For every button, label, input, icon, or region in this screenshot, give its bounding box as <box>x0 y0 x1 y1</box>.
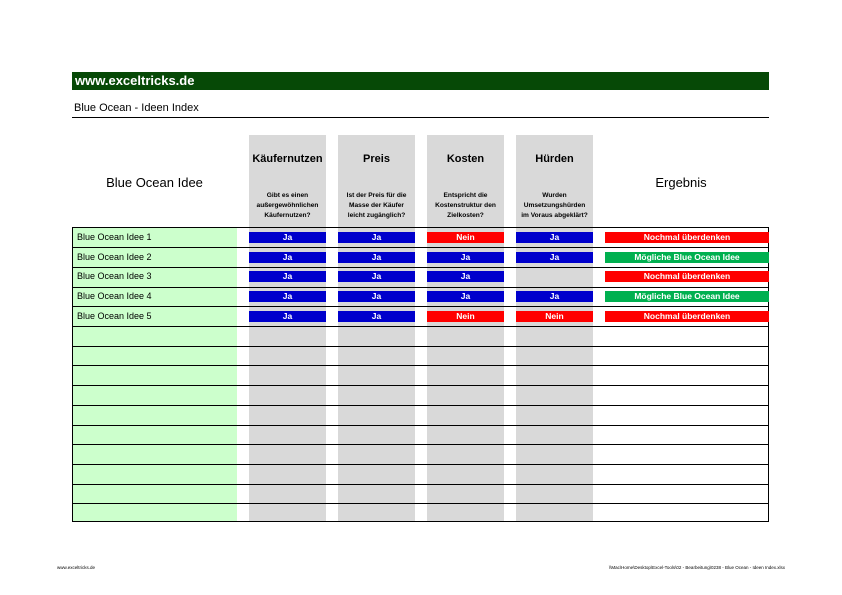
table-row-divider <box>72 365 769 366</box>
answer-cell[interactable]: Ja <box>338 311 415 322</box>
answer-cell[interactable]: Nein <box>427 232 504 243</box>
answer-cell[interactable]: Ja <box>249 311 326 322</box>
criteria-question-line: Ist der Preis für die <box>346 192 407 199</box>
criteria-question-line: Gibt es einen <box>266 192 309 199</box>
footer-file-path: \\Mac\Home\Desktop\Excel-Tools\02 - Bearbeitung\0238 - Blue Ocean - Ideen Index.xlsx <box>608 565 785 570</box>
idea-name[interactable]: Blue Ocean Idee 3 <box>77 271 152 282</box>
criteria-title: Preis <box>363 153 390 165</box>
table-row-divider <box>72 484 769 485</box>
result-badge: Mögliche Blue Ocean Idee <box>605 252 769 263</box>
result-badge: Mögliche Blue Ocean Idee <box>605 291 769 302</box>
answer-cell[interactable]: Ja <box>338 291 415 302</box>
table-row-divider <box>72 425 769 426</box>
table-row-divider <box>72 503 769 504</box>
criteria-question-line: Zielkosten? <box>447 212 484 219</box>
table-row-divider <box>72 444 769 445</box>
criteria-question-line: Kostenstruktur den <box>435 202 496 209</box>
idea-column-header: Blue Ocean Idee <box>106 175 203 190</box>
footer-left: www.exceltricks.de <box>57 565 96 570</box>
result-badge: Nochmal überdenken <box>605 311 769 322</box>
table-row-divider <box>72 346 769 347</box>
page-title: Blue Ocean - Ideen Index <box>74 102 199 114</box>
table-row-divider <box>72 405 769 406</box>
table-row-divider <box>72 306 769 307</box>
criteria-title: Kosten <box>446 153 485 165</box>
table-row-divider <box>72 287 769 288</box>
answer-cell[interactable]: Ja <box>338 252 415 263</box>
answer-cell[interactable]: Ja <box>249 291 326 302</box>
result-badge: Nochmal überdenken <box>605 232 769 243</box>
result-column-header: Ergebnis <box>655 175 707 190</box>
answer-cell[interactable]: Ja <box>427 291 504 302</box>
criteria-question-line: Masse der Käufer <box>349 202 404 209</box>
answer-cell[interactable]: Ja <box>516 232 593 243</box>
answer-cell[interactable]: Nein <box>516 311 593 322</box>
answer-cell[interactable]: Ja <box>516 291 593 302</box>
criteria-title: Käufernutzen <box>252 153 323 165</box>
table-row-divider <box>72 385 769 386</box>
idea-name[interactable]: Blue Ocean Idee 1 <box>77 232 152 242</box>
criteria-question-line: außergewöhnlichen <box>256 202 319 209</box>
criteria-question-line: leicht zugänglich? <box>347 212 406 219</box>
site-banner: www.exceltricks.de <box>72 72 769 90</box>
result-badge: Nochmal überdenken <box>605 271 769 282</box>
criteria-question-line: Entspricht die <box>443 192 488 199</box>
idea-name[interactable]: Blue Ocean Idee 5 <box>77 310 152 321</box>
answer-cell[interactable]: Nein <box>427 311 504 322</box>
criteria-question <box>332 191 421 221</box>
criteria-title: Hürden <box>535 153 574 165</box>
table-row-divider <box>72 267 769 268</box>
answer-cell[interactable]: Ja <box>338 232 415 243</box>
idea-name[interactable]: Blue Ocean Idee 2 <box>77 251 152 262</box>
answer-cell[interactable]: Ja <box>338 271 415 282</box>
answer-cell[interactable]: Ja <box>427 252 504 263</box>
answer-cell[interactable]: Ja <box>249 232 326 243</box>
answer-cell[interactable]: Ja <box>516 252 593 263</box>
answer-cell[interactable]: Ja <box>249 271 326 282</box>
answer-cell[interactable]: Ja <box>249 252 326 263</box>
criteria-question <box>510 191 599 221</box>
criteria-question-line: im Voraus abgeklärt? <box>521 212 588 219</box>
criteria-question-line: Umsetzungshürden <box>523 202 586 209</box>
title-underline <box>72 117 769 118</box>
criteria-question-line: Wurden <box>542 192 567 199</box>
table-row-divider <box>72 326 769 327</box>
criteria-question-line: Käufernutzen? <box>264 212 311 219</box>
table-row-divider <box>72 464 769 465</box>
idea-name[interactable]: Blue Ocean Idee 4 <box>77 291 152 302</box>
answer-cell[interactable]: Ja <box>427 271 504 282</box>
table-row-divider <box>72 247 769 248</box>
criteria-question <box>243 191 332 221</box>
criteria-question <box>421 191 510 221</box>
